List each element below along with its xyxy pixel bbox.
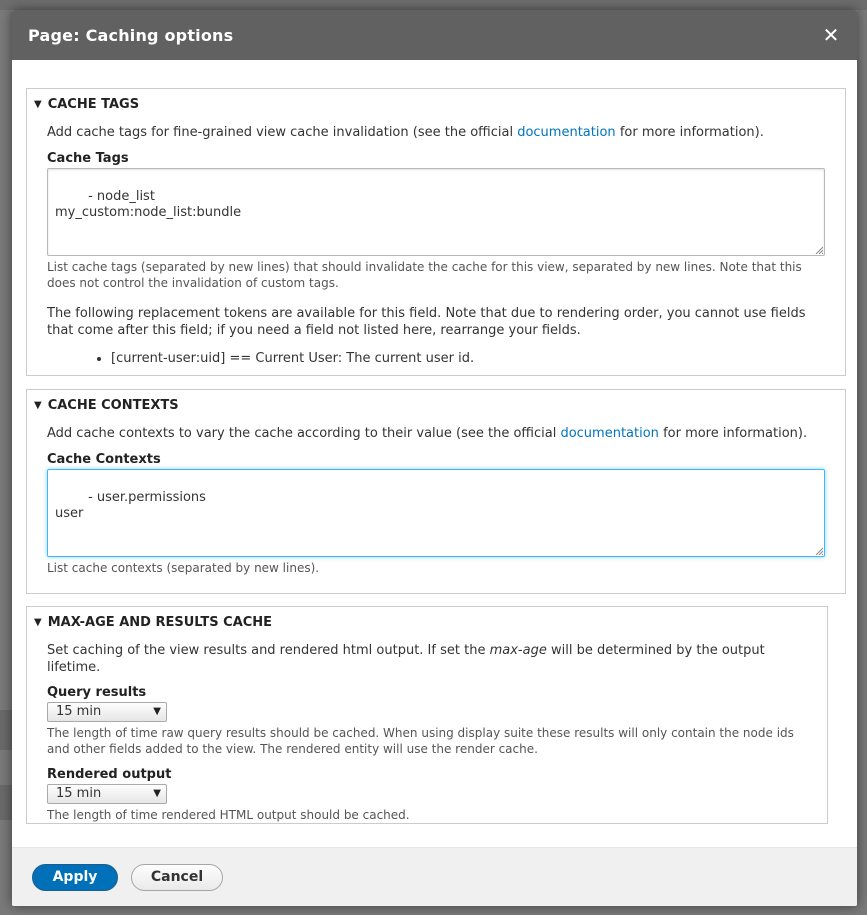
max-age-desc-pre: Set caching of the view results and rendered html output. If set the [47, 643, 486, 658]
dropdown-caret-icon: ▼ [153, 788, 161, 799]
max-age-section [26, 606, 828, 824]
dropdown-caret-icon: ▼ [153, 706, 161, 717]
max-age-description [27, 642, 827, 676]
resize-handle-icon[interactable] [815, 547, 823, 555]
rendered-output-value: 15 min [56, 786, 102, 801]
cache-tags-textarea[interactable] [47, 168, 825, 256]
cancel-button[interactable]: Cancel [131, 864, 223, 891]
query-results-value: 15 min [56, 704, 102, 719]
query-results-label: Query results [47, 685, 147, 700]
cache-contexts-documentation-link[interactable]: documentation [560, 426, 659, 441]
query-results-select[interactable] [47, 702, 167, 722]
token-item: • [current-user:uid] == Current User: The current user id. [111, 351, 845, 366]
collapse-triangle-icon: ▼ [34, 99, 42, 110]
dialog-titlebar [12, 10, 857, 60]
cache-contexts-description [27, 425, 845, 442]
cache-contexts-value: - user.permissions user [55, 490, 206, 521]
caching-options-dialog [12, 10, 857, 906]
rendered-output-label: Rendered output [47, 767, 172, 782]
rendered-output-select[interactable] [47, 784, 167, 804]
cache-tags-desc-pre: Add cache tags for fine-grained view cache invalidation (see the official [47, 125, 514, 140]
cache-contexts-desc-post: for more information). [663, 426, 808, 441]
cache-contexts-help: List cache contexts (separated by new lines). [47, 561, 320, 575]
rendered-output-help: The length of time rendered HTML output should be cached. [47, 808, 410, 822]
background-block [0, 710, 12, 750]
query-results-help: The length of time raw query results should be cached. When using display suite these results will only contain the node ids and other fields added to the view. The rendered entity will use the render cache. [47, 726, 794, 756]
collapse-triangle-icon: ▼ [34, 400, 42, 411]
collapse-triangle-icon: ▼ [34, 617, 42, 628]
apply-button[interactable]: Apply [32, 864, 118, 891]
cache-tags-value: - node_list my_custom:node_list:bundle [55, 189, 242, 220]
cache-tags-label: Cache Tags [47, 151, 129, 166]
cache-tags-legend-text: CACHE TAGS [47, 97, 140, 112]
cache-contexts-desc-pre: Add cache contexts to vary the cache according to their value (see the official [47, 426, 557, 441]
close-icon[interactable]: ✕ [822, 23, 840, 47]
cache-contexts-label: Cache Contexts [47, 452, 161, 467]
cache-contexts-section [26, 389, 846, 594]
dialog-title: Page: Caching options [28, 25, 234, 45]
background-header [0, 0, 867, 10]
cache-tags-description [27, 124, 845, 141]
cache-tags-legend[interactable] [27, 89, 845, 118]
cache-tags-section [26, 88, 846, 376]
cache-tags-documentation-link[interactable]: documentation [517, 125, 616, 140]
max-age-desc-em: max-age [489, 643, 547, 658]
cache-tags-help: List cache tags (separated by new lines) that should invalidate the cache for this view, separated by new lines. Note that this does not control the invalidation of custom tags. [47, 260, 802, 290]
cache-tags-tokens-intro: The following replacement tokens are available for this field. Note that due to rendering order, you cannot use fields that come after this field; if you need a field not listed here, rearrange your fields. [47, 306, 806, 338]
max-age-desc-post: will be determined by the output lifetime. [47, 643, 765, 675]
cache-tags-desc-post: for more information). [619, 125, 764, 140]
resize-handle-icon[interactable] [815, 246, 823, 254]
dialog-footer [12, 847, 857, 906]
tokens-list [27, 351, 845, 366]
cache-contexts-textarea[interactable] [47, 469, 825, 557]
max-age-legend[interactable] [27, 607, 827, 636]
cache-contexts-legend[interactable] [27, 390, 845, 419]
dialog-content [12, 60, 857, 848]
cache-contexts-legend-text: CACHE CONTEXTS [47, 398, 179, 413]
background-block [0, 785, 12, 820]
max-age-legend-text: MAX-AGE AND RESULTS CACHE [47, 615, 273, 630]
